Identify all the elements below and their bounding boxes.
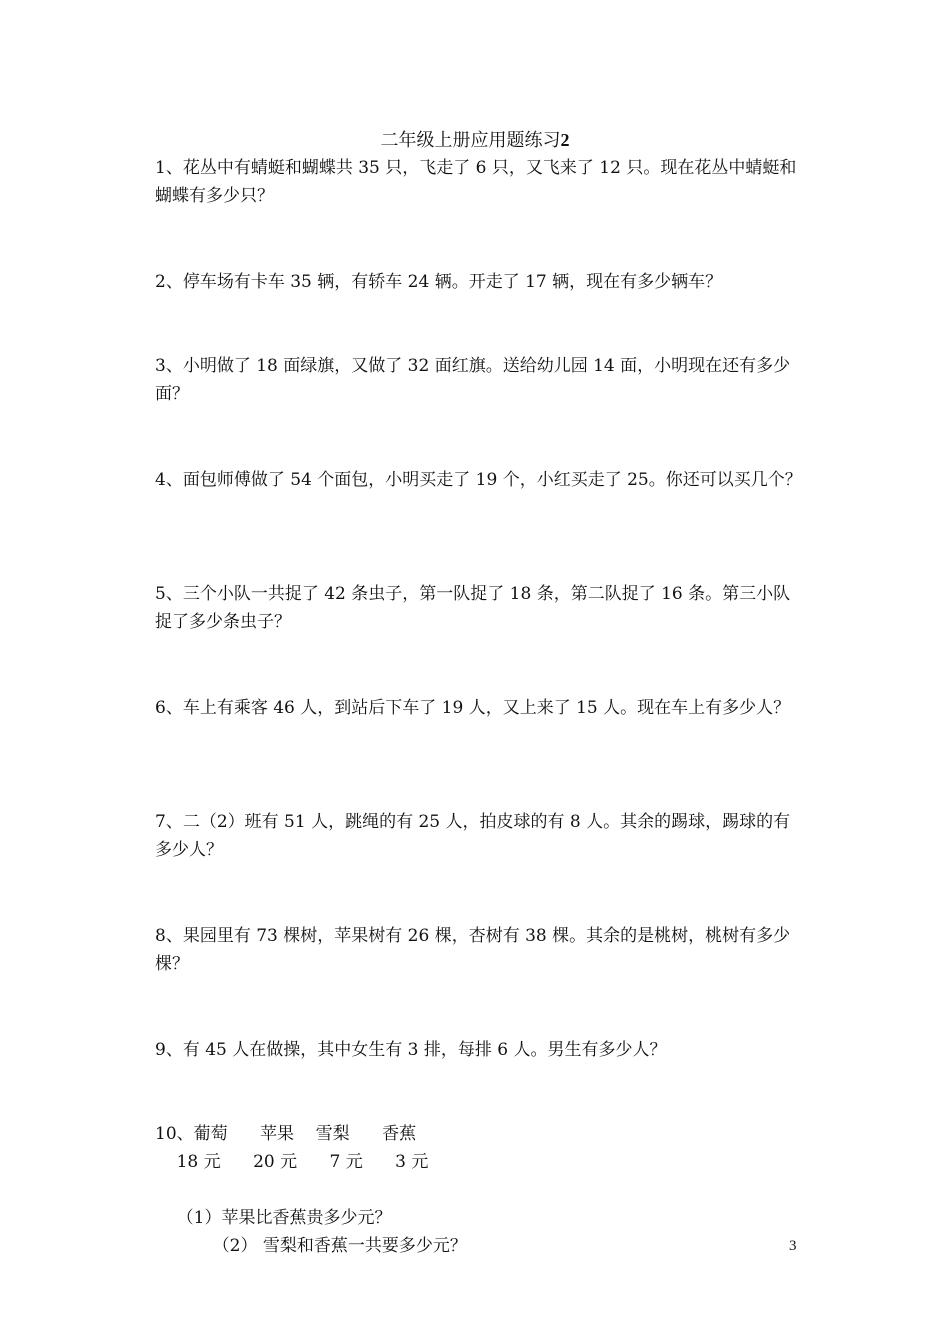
question-8: 8、果园里有 73 棵树，苹果树有 26 棵，杏树有 38 棵。其余的是桃树，桃树有多少棵？ [155,926,791,974]
page-title [0,127,950,154]
question-6: 6、车上有乘客 46 人，到站后下车了 19 人，又上来了 15 人。现在车上有多少人？ [155,698,791,718]
question-5: 5、三个小队一共捉了 42 条虫子，第一队捉了 18 条，第二队捉了 16 条。第三小队捉了多少条虫子？ [155,584,791,632]
question-9: 9、有 45 人在做操，其中女生有 3 排，每排 6 人。男生有多少人？ [155,1040,667,1060]
question-10-price-list: 18 元 20 元 7 元 3 元 [155,1152,429,1172]
question-10-fruit-list: 10、葡萄 苹果 雪梨 香蕉 [155,1124,417,1144]
question-4: 4、面包师傅做了 54 个面包，小明买走了 19 个，小红买走了 25。你还可以买几个？ [155,470,802,490]
question-7: 7、二（2）班有 51 人，跳绳的有 25 人，拍皮球的有 8 人。其余的踢球，踢球的有多少人？ [155,812,791,860]
page-title-text: 二年级上册应用题练习 [380,130,561,151]
question-10-subquestions [155,1176,467,1288]
question-1: 1、花丛中有蜻蜓和蝴蝶共 35 只，飞走了 6 只，又飞来了 12 只。现在花丛中蜻蜓和蝴蝶有多少只？ [155,158,797,206]
question-2: 2、停车场有卡车 35 辆，有轿车 24 辆。开走了 17 辆，现在有多少辆车？ [155,272,723,292]
question-10-sub-1: （1）苹果比香蕉贵多少元？ [176,1208,392,1228]
page-number: 3 [789,1238,797,1254]
question-10-sub-2: （2） 雪梨和香蕉一共要多少元？ [212,1236,467,1256]
question-3: 3、小明做了 18 面绿旗，又做了 32 面红旗。送给幼儿园 14 面，小明现在还有多少面？ [155,356,791,404]
page-title-number: 2 [560,130,570,150]
